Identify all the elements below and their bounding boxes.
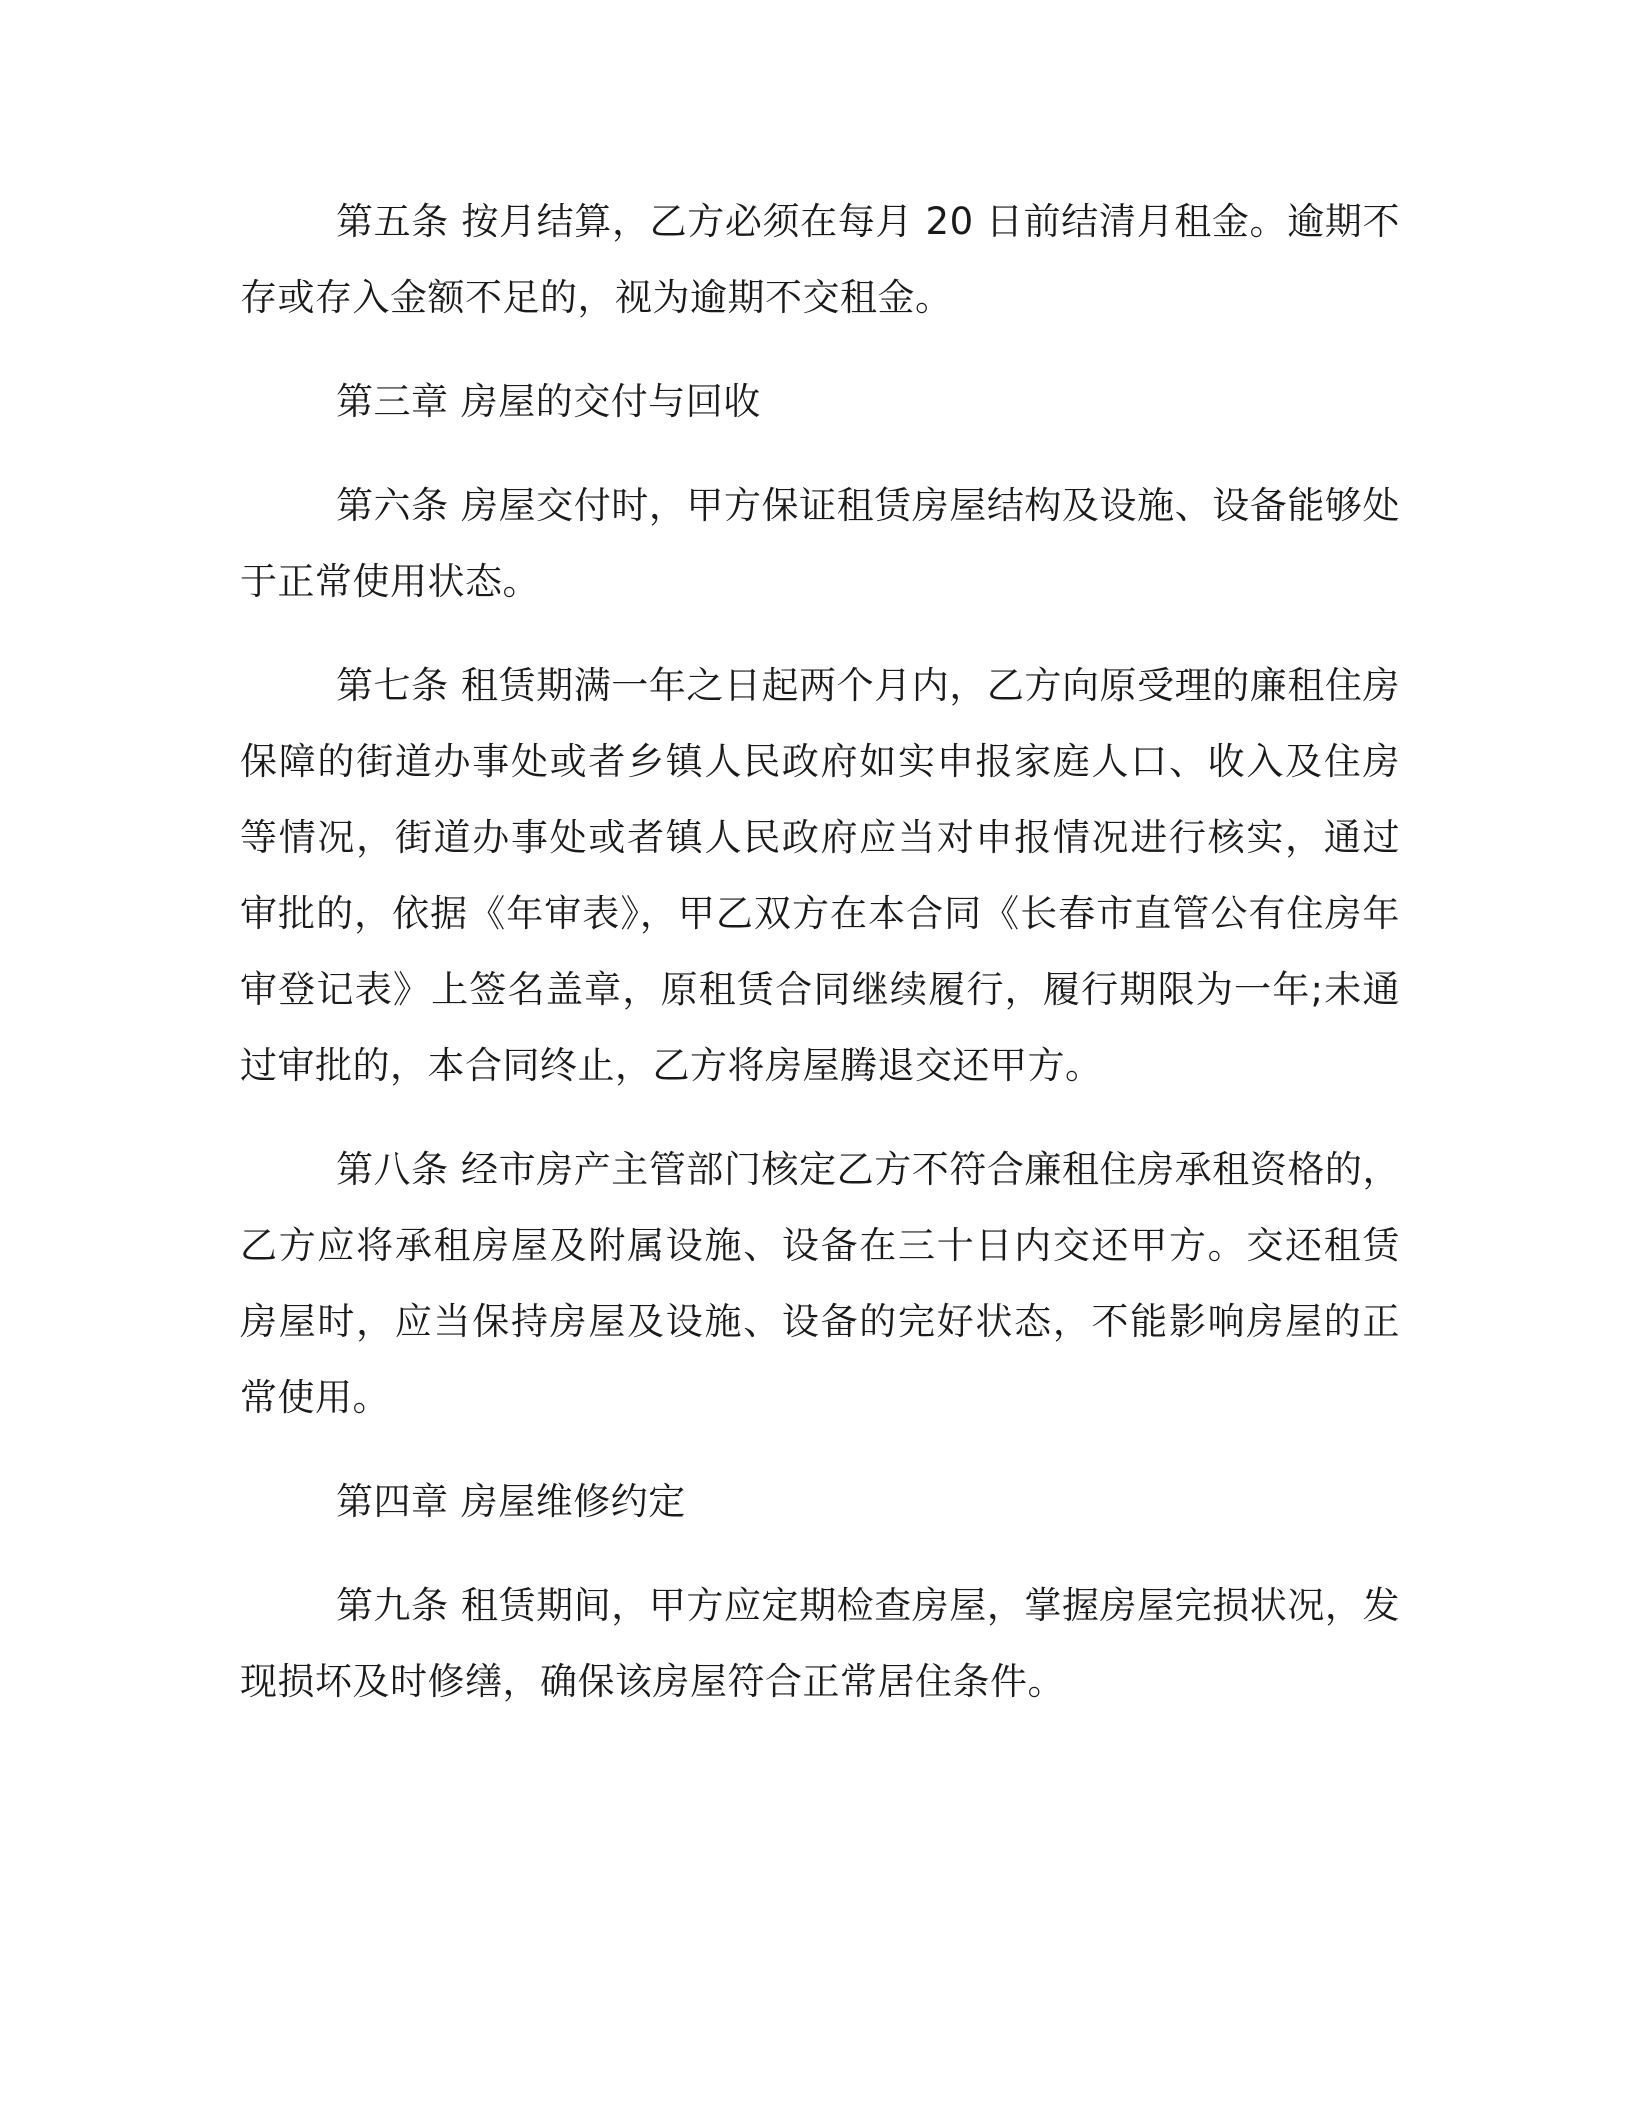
article-7: 第七条 租赁期满一年之日起两个月内，乙方向原受理的廉租住房保障的街道办事处或者乡镇人民政府如实申报家庭人口、收入及住房等情况，街道办事处或者镇人民政府应当对申报情况进行核实，通过审批的，依据《年审表》，甲乙双方在本合同《长春市直管公有住房年审登记表》上签名盖章，原租赁合同继续履行，履行期限为一年;未通过审批的，本合同终止，乙方将房屋腾退交还甲方。 bbox=[240, 664, 1400, 1087]
article-9: 第九条 租赁期间，甲方应定期检查房屋，掌握房屋完损状况，发现损坏及时修缮，确保该房屋符合正常居住条件。 bbox=[240, 1584, 1400, 1703]
article-6: 第六条 房屋交付时，甲方保证租赁房屋结构及设施、设备能够处于正常使用状态。 bbox=[240, 484, 1400, 603]
article-8: 第八条 经市房产主管部门核定乙方不符合廉租住房承租资格的，乙方应将承租房屋及附属设施、设备在三十日内交还甲方。交还租赁房屋时，应当保持房屋及设施、设备的完好状态，不能影响房屋的正常使用。 bbox=[240, 1148, 1400, 1419]
document-body bbox=[240, 184, 1400, 1748]
chapter-3-heading: 第三章 房屋的交付与回收 bbox=[336, 380, 761, 423]
chapter-4-heading: 第四章 房屋维修约定 bbox=[336, 1480, 686, 1523]
article-5: 第五条 按月结算，乙方必须在每月 20 日前结清月租金。逾期不存或存入金额不足的，视为逾期不交租金。 bbox=[240, 200, 1400, 319]
